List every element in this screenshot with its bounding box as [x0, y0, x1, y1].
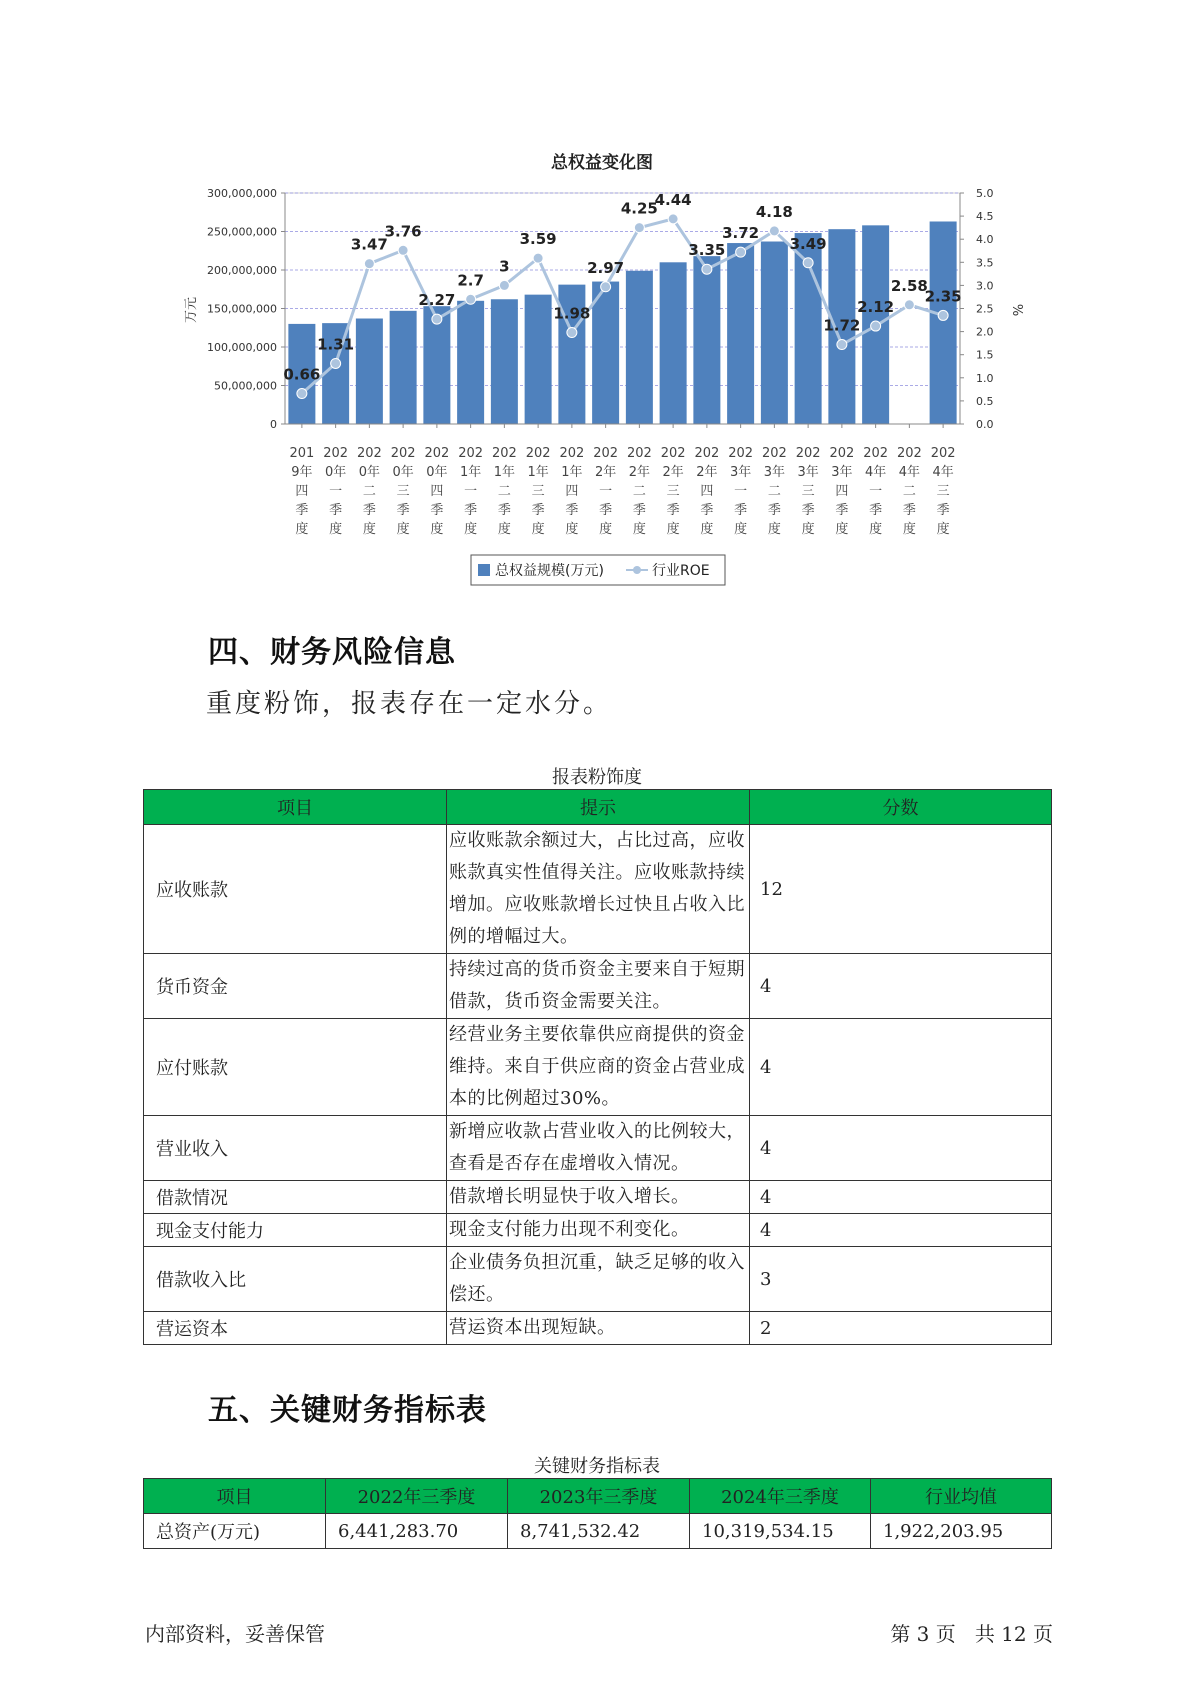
table-row	[144, 1214, 1052, 1247]
roe-point	[904, 300, 914, 310]
x-tick-label: 202	[694, 446, 720, 461]
x-tick-label: 202	[390, 446, 416, 461]
roe-point	[837, 340, 847, 350]
kpi-item: 总资产(万元)	[144, 1514, 326, 1549]
y2-tick-label: 3.5	[976, 256, 994, 270]
roe-point	[702, 264, 712, 274]
kpi-table	[143, 1478, 1052, 1549]
risk-summary-text: 重度粉饰，报表存在一定水分。	[206, 689, 613, 719]
x-tick-label: 度	[801, 522, 815, 537]
risk-item: 营运资本	[144, 1312, 447, 1345]
x-tick-label: 季	[936, 503, 950, 518]
column-header-hint: 提示	[447, 790, 750, 825]
risk-table-caption: 报表粉饰度	[552, 767, 642, 788]
x-tick-label: 1年	[527, 465, 549, 480]
x-tick-label: 202	[829, 446, 855, 461]
x-tick-label: 季	[700, 503, 714, 518]
x-tick-label: 一	[599, 484, 613, 499]
column-header-score: 分数	[750, 790, 1052, 825]
equity-chart	[0, 0, 1191, 600]
x-tick-label: 季	[869, 503, 883, 518]
roe-point	[499, 280, 509, 290]
roe-data-label: 3.59	[519, 230, 557, 249]
x-tick-label: 0年	[324, 465, 347, 480]
x-tick-label: 202	[728, 446, 754, 461]
x-tick-label: 3年	[729, 465, 752, 480]
x-tick-label: 度	[295, 522, 309, 537]
x-tick-label: 季	[767, 503, 781, 518]
risk-hint: 经营业务主要依靠供应商提供的资金维持。来自于供应商的资金占营业成本的比例超过30%。	[447, 1019, 750, 1116]
x-tick-label: 度	[632, 522, 646, 537]
x-tick-label: 季	[902, 503, 916, 518]
column-header: 项目	[144, 1479, 326, 1514]
x-tick-label: 三	[666, 484, 680, 499]
y-tick-label: 100,000,000	[207, 341, 277, 354]
x-tick-label: 3年	[763, 465, 786, 480]
x-tick-label: 季	[497, 503, 511, 518]
x-tick-label: 季	[531, 503, 545, 518]
y2-tick-label: 5.0	[976, 187, 994, 200]
table-row	[144, 954, 1052, 1019]
bar	[693, 256, 720, 424]
x-tick-label: 度	[835, 522, 849, 537]
y-tick-label: 200,000,000	[207, 264, 277, 277]
x-tick-label: 202	[593, 446, 619, 461]
x-tick-label: 202	[795, 446, 821, 461]
x-tick-label: 度	[734, 522, 748, 537]
column-header-item: 项目	[144, 790, 447, 825]
x-tick-label: 3年	[831, 465, 853, 480]
roe-data-label: 1.31	[317, 335, 355, 354]
risk-score: 3	[750, 1247, 1052, 1312]
x-tick-label: 3年	[797, 465, 819, 480]
footer-confidential: 内部资料，妥善保管	[145, 1622, 325, 1646]
x-tick-label: 二	[497, 484, 511, 499]
y2-tick-label: 1.0	[976, 371, 994, 385]
kpi-value: 8,741,532.42	[508, 1514, 690, 1549]
roe-data-label: 3.47	[350, 235, 388, 254]
footer-page-number: 第 3 页 共 12 页	[890, 1622, 1053, 1646]
x-tick-label: 1年	[561, 465, 583, 480]
roe-point	[769, 226, 779, 236]
column-header: 2023年三季度	[508, 1479, 690, 1514]
roe-data-label: 2.58	[890, 276, 928, 295]
x-tick-label: 202	[761, 446, 787, 461]
bar	[525, 295, 552, 424]
risk-score: 4	[750, 1019, 1052, 1116]
x-tick-label: 202	[930, 446, 956, 461]
table-row	[144, 1247, 1052, 1312]
x-tick-label: 202	[525, 446, 551, 461]
x-tick-label: 2年	[662, 465, 684, 480]
x-tick-label: 202	[896, 446, 922, 461]
y-tick-label: 50,000,000	[214, 379, 277, 393]
y-tick-label: 300,000,000	[207, 187, 277, 200]
y-tick-label: 150,000,000	[207, 302, 277, 316]
x-tick-label: 202	[458, 446, 484, 461]
roe-point	[398, 245, 408, 255]
x-tick-label: 季	[801, 503, 815, 518]
bar	[660, 262, 687, 424]
roe-data-label: 2.35	[924, 287, 962, 306]
x-tick-label: 202	[356, 446, 382, 461]
roe-data-label: 3.49	[789, 234, 827, 253]
y2-axis-label: %	[1009, 303, 1024, 317]
risk-hint: 现金支付能力出现不利变化。	[447, 1214, 750, 1247]
legend-swatch-marker	[633, 566, 641, 574]
roe-point	[331, 358, 341, 368]
roe-data-label: 1.98	[553, 304, 591, 323]
x-tick-label: 度	[666, 522, 680, 537]
roe-point	[364, 259, 374, 269]
x-tick-label: 二	[632, 484, 646, 499]
x-tick-label: 度	[396, 522, 410, 537]
x-tick-label: 202	[626, 446, 652, 461]
risk-score: 4	[750, 1116, 1052, 1181]
roe-data-label: 2.12	[857, 298, 895, 317]
x-tick-label: 一	[734, 484, 748, 499]
y-axis-label: 万元	[184, 296, 199, 324]
risk-score: 4	[750, 954, 1052, 1019]
risk-hint: 应收账款余额过大，占比过高，应收账款真实性值得关注。应收账款持续增加。应收账款增长过快且占收入比例的增幅过大。	[447, 825, 750, 954]
roe-data-label: 2.27	[418, 291, 456, 310]
roe-point	[533, 253, 543, 263]
bar	[761, 242, 788, 424]
x-tick-label: 季	[734, 503, 748, 518]
x-tick-label: 季	[666, 503, 680, 518]
x-tick-label: 季	[835, 503, 849, 518]
roe-point	[871, 321, 881, 331]
bar	[626, 271, 653, 424]
roe-point	[297, 389, 307, 399]
risk-hint: 借款增长明显快于收入增长。	[447, 1181, 750, 1214]
x-tick-label: 4年	[932, 465, 954, 480]
risk-item: 借款情况	[144, 1181, 447, 1214]
bar	[356, 319, 383, 424]
x-tick-label: 一	[329, 484, 343, 499]
x-tick-label: 度	[531, 522, 545, 537]
table-row	[144, 1116, 1052, 1181]
x-tick-label: 度	[464, 522, 478, 537]
roe-data-label: 1.72	[823, 316, 861, 335]
risk-item: 现金支付能力	[144, 1214, 447, 1247]
legend-label-roe: 行业ROE	[652, 563, 710, 579]
x-tick-label: 度	[902, 522, 916, 537]
x-tick-label: 二	[362, 484, 376, 499]
risk-hint: 企业债务负担沉重，缺乏足够的收入偿还。	[447, 1247, 750, 1312]
x-tick-label: 202	[424, 446, 450, 461]
roe-data-label: 2.7	[457, 271, 484, 290]
roe-point	[466, 294, 476, 304]
x-tick-label: 季	[430, 503, 444, 518]
section-heading-key-indicators: 五、关键财务指标表	[208, 1393, 487, 1428]
x-tick-label: 1年	[493, 465, 516, 480]
bar	[457, 301, 484, 424]
x-tick-label: 0年	[358, 465, 381, 480]
x-tick-label: 9年	[291, 465, 313, 480]
risk-item: 应付账款	[144, 1019, 447, 1116]
kpi-value: 6,441,283.70	[326, 1514, 508, 1549]
x-tick-label: 4年	[898, 465, 921, 480]
x-tick-label: 四	[835, 484, 849, 499]
x-tick-label: 季	[632, 503, 646, 518]
x-tick-label: 度	[936, 522, 950, 537]
x-tick-label: 2年	[628, 465, 651, 480]
x-tick-label: 度	[565, 522, 579, 537]
roe-data-label: 4.25	[620, 199, 658, 218]
y2-tick-label: 0.5	[976, 394, 994, 408]
roe-point	[634, 223, 644, 233]
bar	[491, 299, 518, 424]
section-heading-financial-risk: 四、财务风险信息	[208, 635, 456, 670]
bar	[727, 243, 754, 424]
roe-point	[567, 328, 577, 338]
x-tick-label: 202	[559, 446, 585, 461]
x-tick-label: 202	[660, 446, 686, 461]
x-tick-label: 四	[565, 484, 579, 499]
risk-table-header	[144, 790, 1052, 825]
x-tick-label: 度	[869, 522, 883, 537]
risk-hint: 持续过高的货币资金主要来自于短期借款，货币资金需要关注。	[447, 954, 750, 1019]
column-header: 2022年三季度	[326, 1479, 508, 1514]
risk-item: 应收账款	[144, 825, 447, 954]
legend-swatch-bar	[478, 564, 490, 576]
x-tick-label: 季	[295, 503, 309, 518]
y2-tick-label: 4.0	[976, 233, 994, 247]
chart-title: 总权益变化图	[551, 153, 653, 173]
table-row	[144, 1312, 1052, 1345]
y2-tick-label: 2.0	[976, 325, 994, 339]
x-tick-label: 202	[323, 446, 349, 461]
x-tick-label: 4年	[864, 465, 887, 480]
x-tick-label: 季	[565, 503, 579, 518]
x-tick-label: 2年	[594, 465, 617, 480]
y-tick-label: 0	[270, 418, 277, 431]
y2-tick-label: 0.0	[976, 418, 994, 431]
x-tick-label: 度	[700, 522, 714, 537]
roe-data-label: 3.35	[688, 241, 726, 260]
legend-label-equity: 总权益规模(万元)	[495, 563, 604, 579]
risk-hint: 营运资本出现短缺。	[447, 1312, 750, 1345]
risk-item: 借款收入比	[144, 1247, 447, 1312]
risk-score: 4	[750, 1214, 1052, 1247]
roe-data-label: 3.76	[384, 222, 422, 241]
x-tick-label: 度	[329, 522, 343, 537]
x-tick-label: 0年	[426, 465, 448, 480]
risk-score: 4	[750, 1181, 1052, 1214]
x-tick-label: 二	[767, 484, 781, 499]
table-row	[144, 825, 1052, 954]
x-tick-label: 度	[599, 522, 613, 537]
roe-data-label: 4.44	[654, 190, 692, 209]
x-tick-label: 202	[491, 446, 517, 461]
y2-tick-label: 3.0	[976, 279, 994, 293]
bar	[930, 221, 957, 424]
roe-data-label: 4.18	[755, 202, 793, 221]
x-tick-label: 度	[497, 522, 511, 537]
x-tick-label: 度	[362, 522, 376, 537]
x-tick-label: 202	[863, 446, 889, 461]
x-tick-label: 0年	[392, 465, 414, 480]
column-header: 行业均值	[871, 1479, 1052, 1514]
y2-tick-label: 2.5	[976, 302, 994, 316]
x-tick-label: 一	[869, 484, 883, 499]
x-tick-label: 季	[599, 503, 613, 518]
bar	[592, 282, 619, 424]
risk-hint: 新增应收款占营业收入的比例较大，查看是否存在虚增收入情况。	[447, 1116, 750, 1181]
x-tick-label: 四	[295, 484, 309, 499]
roe-data-label: 3.72	[722, 224, 760, 243]
x-tick-label: 三	[801, 484, 815, 499]
column-header: 2024年三季度	[690, 1479, 871, 1514]
x-tick-label: 三	[396, 484, 410, 499]
y2-tick-label: 1.5	[976, 348, 994, 362]
roe-data-label: 2.97	[587, 258, 625, 277]
kpi-table-header	[144, 1479, 1052, 1514]
roe-point	[938, 310, 948, 320]
risk-score: 12	[750, 825, 1052, 954]
x-tick-label: 2年	[696, 465, 718, 480]
table-row	[144, 1514, 1052, 1549]
risk-score: 2	[750, 1312, 1052, 1345]
kpi-table-caption: 关键财务指标表	[534, 1456, 660, 1477]
kpi-value: 1,922,203.95	[871, 1514, 1052, 1549]
x-tick-label: 度	[767, 522, 781, 537]
kpi-value: 10,319,534.15	[690, 1514, 871, 1549]
x-tick-label: 四	[700, 484, 714, 499]
x-tick-label: 季	[396, 503, 410, 518]
risk-item: 营业收入	[144, 1116, 447, 1181]
x-tick-label: 季	[464, 503, 478, 518]
x-tick-label: 二	[902, 484, 916, 499]
x-tick-label: 度	[430, 522, 444, 537]
x-tick-label: 三	[936, 484, 950, 499]
roe-point	[601, 282, 611, 292]
roe-point	[736, 247, 746, 257]
x-tick-label: 季	[362, 503, 376, 518]
roe-data-label: 0.66	[283, 365, 321, 384]
x-tick-label: 四	[430, 484, 444, 499]
risk-table	[143, 789, 1052, 1345]
x-tick-label: 三	[531, 484, 545, 499]
x-tick-label: 1年	[459, 465, 482, 480]
y-tick-label: 250,000,000	[207, 225, 277, 239]
x-tick-label: 季	[329, 503, 343, 518]
roe-data-label: 3	[499, 257, 510, 276]
roe-point	[432, 314, 442, 324]
x-tick-label: 201	[289, 446, 315, 461]
roe-point	[668, 214, 678, 224]
risk-item: 货币资金	[144, 954, 447, 1019]
table-row	[144, 1181, 1052, 1214]
bar	[390, 311, 417, 424]
table-row	[144, 1019, 1052, 1116]
x-tick-label: 一	[464, 484, 478, 499]
roe-point	[803, 258, 813, 268]
y2-tick-label: 4.5	[976, 210, 994, 224]
